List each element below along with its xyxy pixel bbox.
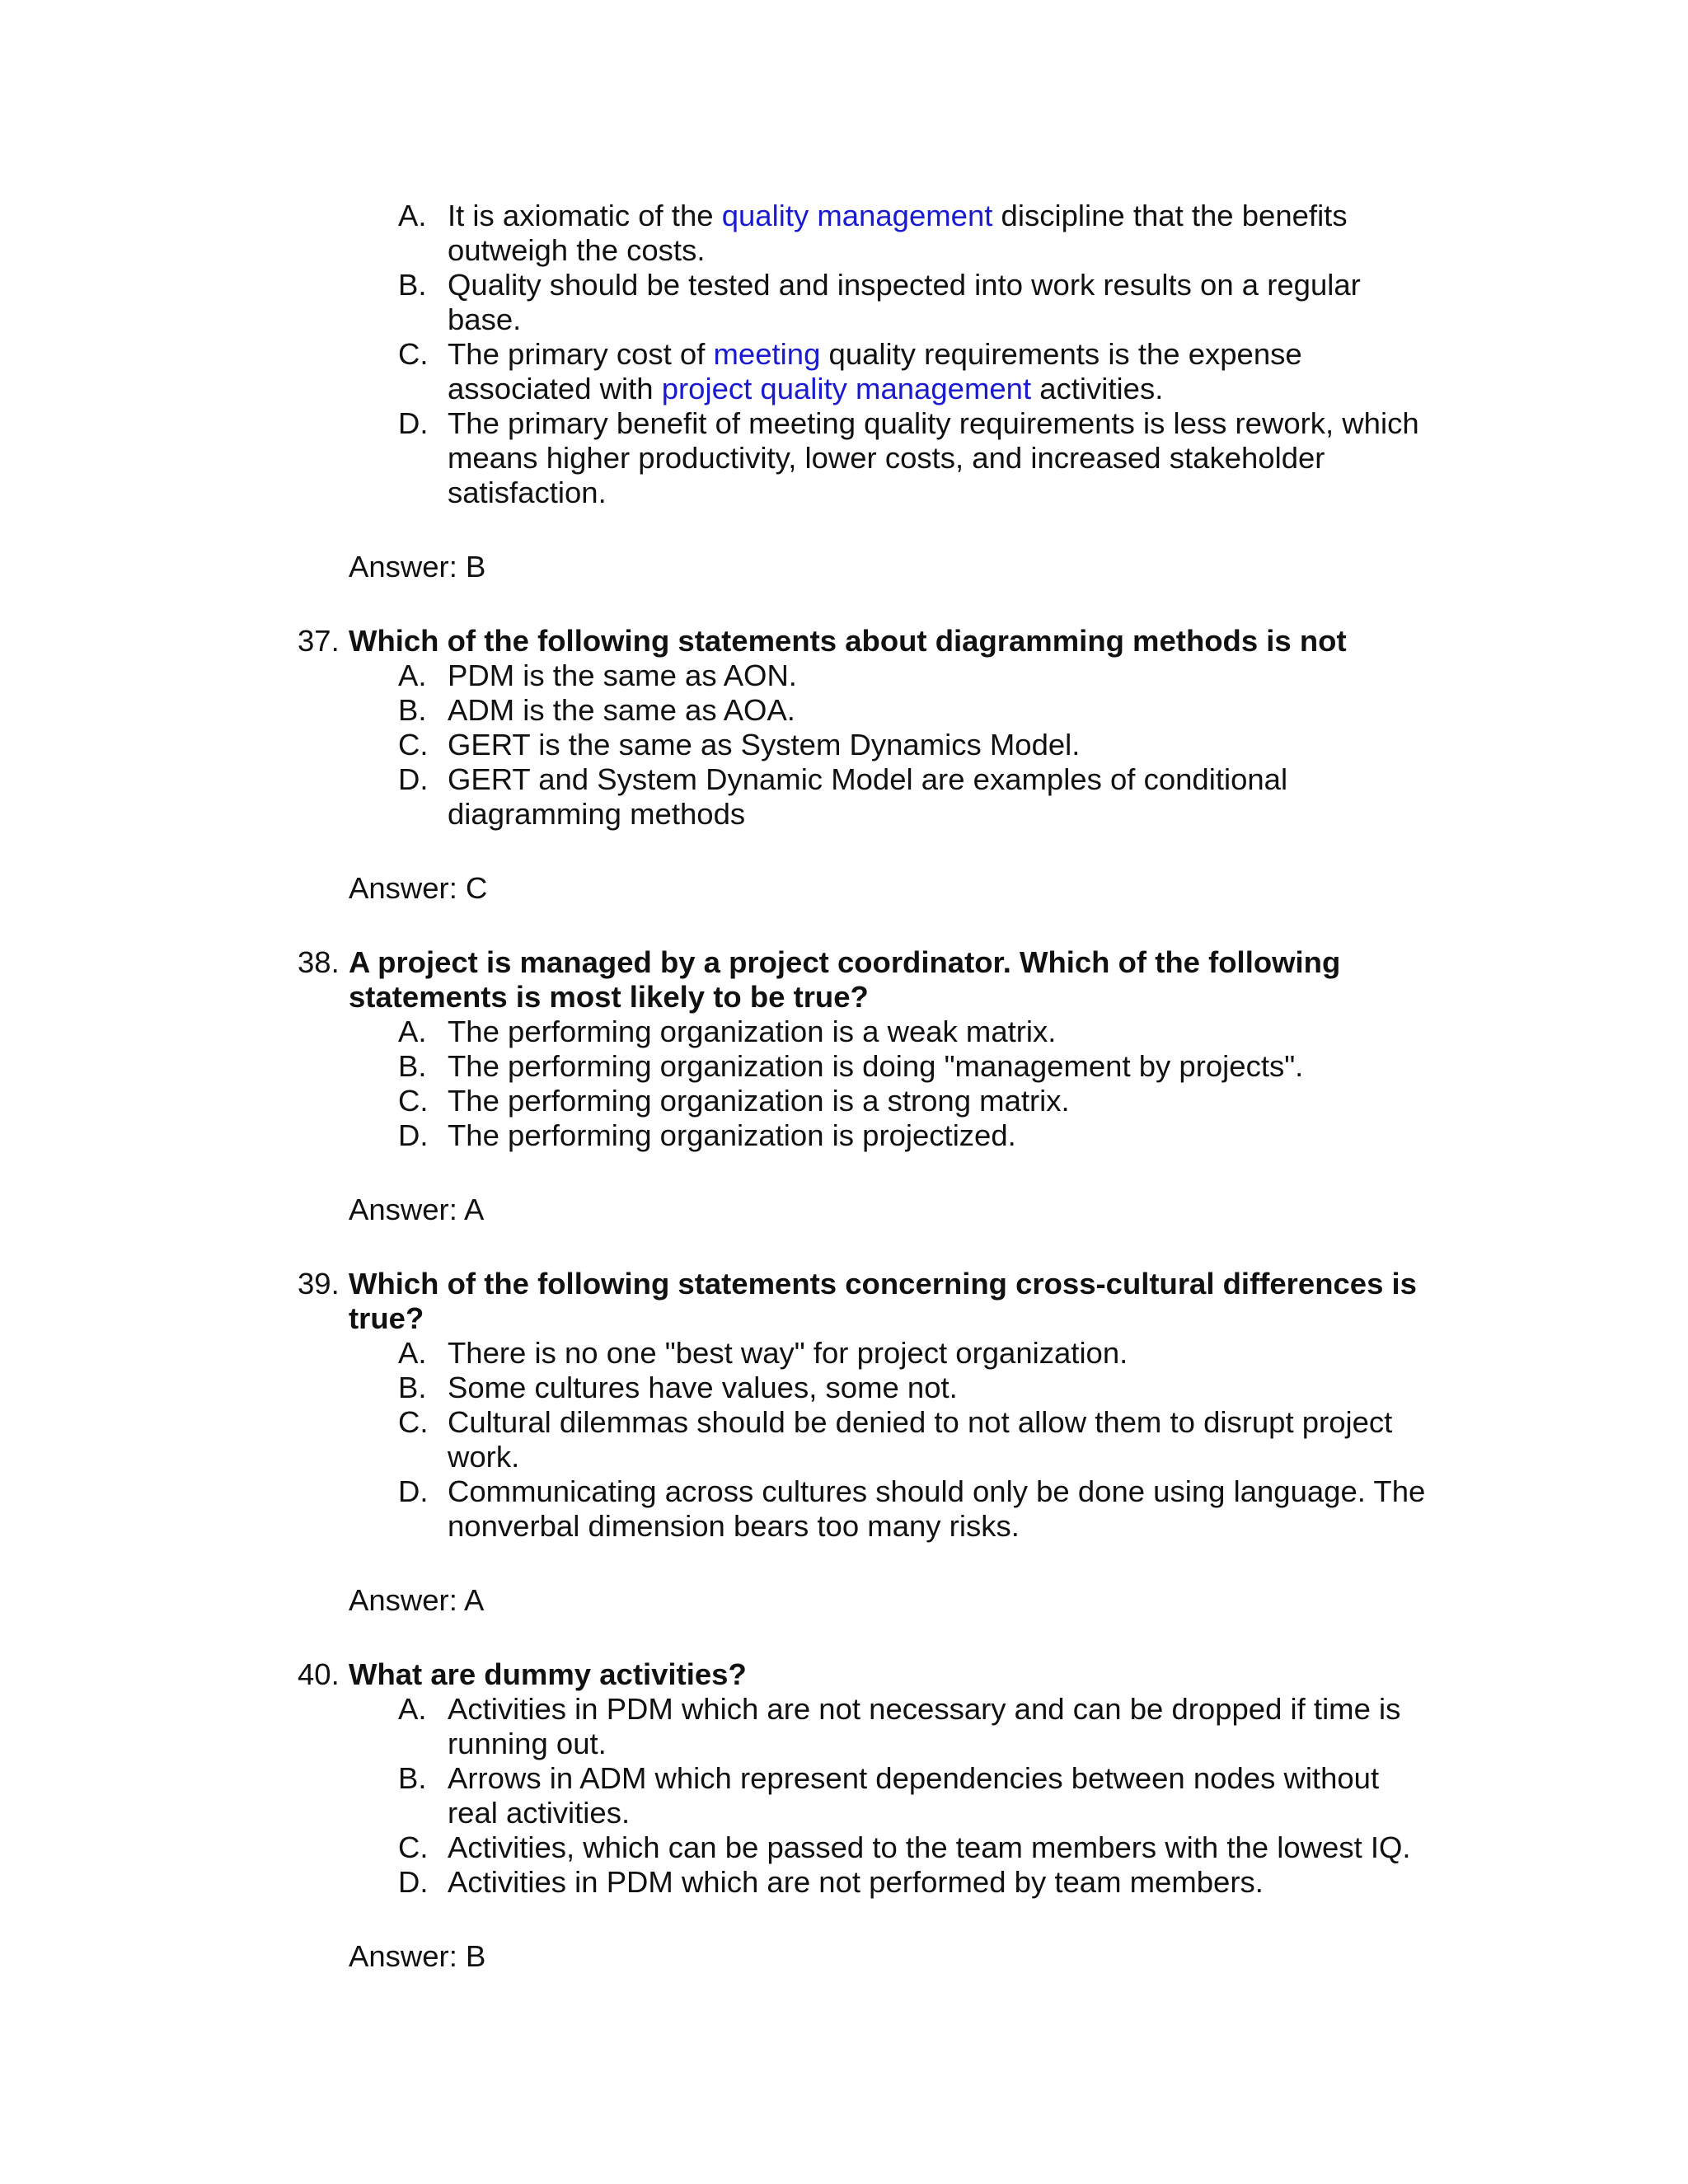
option-marker: C. [398, 1405, 429, 1439]
option-marker: C. [398, 337, 429, 371]
option-text: Arrows in ADM which represent dependencies between nodes without [448, 1761, 1380, 1795]
question-37-text: Which of the following statements about diagramming methods is not [349, 624, 1347, 658]
option-text-line: real activities. [448, 1796, 631, 1830]
option-text: Activities in PDM which are not performed by team members. [448, 1865, 1264, 1899]
option-text: GERT and System Dynamic Model are examples of conditional [448, 762, 1288, 796]
option-text: PDM is the same as AON. [448, 658, 797, 692]
option-text-line: means higher productivity, lower costs, and increased stakeholder [448, 441, 1325, 475]
question-39-text: Which of the following statements concerning cross-cultural differences is [349, 1267, 1417, 1301]
option-marker: D. [398, 1474, 429, 1508]
answer-37: Answer: C [349, 871, 488, 905]
option-text-line: outweigh the costs. [448, 233, 706, 267]
question-40-text: What are dummy activities? [349, 1657, 747, 1691]
project-quality-management-link[interactable]: project quality management [661, 372, 1032, 405]
answer-40: Answer: B [349, 1939, 486, 1973]
option-text: The primary cost of meeting quality requirements is the expense [448, 337, 1302, 371]
option-marker: A. [398, 1692, 427, 1726]
option-marker: C. [398, 728, 429, 762]
answer-38: Answer: A [349, 1193, 485, 1226]
option-marker: A. [398, 1015, 427, 1048]
question-number-37: 37. [298, 624, 340, 658]
option-marker: A. [398, 1336, 427, 1370]
option-text: Quality should be tested and inspected into work results on a regular [448, 268, 1361, 302]
option-text: The performing organization is a weak matrix. [448, 1015, 1057, 1048]
question-number-39: 39. [298, 1267, 340, 1301]
option-text: It is axiomatic of the quality management discipline that the benefits [448, 199, 1348, 232]
option-marker: B. [398, 1049, 427, 1083]
option-text-line: nonverbal dimension bears too many risks. [448, 1509, 1020, 1543]
option-text-line: associated with project quality management activities. [448, 372, 1164, 405]
option-marker: C. [398, 1830, 429, 1864]
option-text-line: work. [448, 1440, 520, 1474]
option-text: There is no one "best way" for project organization. [448, 1336, 1128, 1370]
option-marker: B. [398, 1371, 427, 1404]
option-text-line: diagramming methods [448, 797, 746, 831]
option-marker: D. [398, 1118, 429, 1152]
option-marker: A. [398, 658, 427, 692]
question-38-text: A project is managed by a project coordinator. Which of the following [349, 945, 1341, 979]
option-text: The performing organization is a strong matrix. [448, 1084, 1070, 1118]
option-text: Activities in PDM which are not necessary and can be dropped if time is [448, 1692, 1401, 1726]
option-text: ADM is the same as AOA. [448, 693, 795, 727]
quality-management-link[interactable]: quality management [721, 199, 993, 232]
question-39-text-line: true? [349, 1301, 424, 1335]
option-marker: C. [398, 1084, 429, 1118]
option-text-line: running out. [448, 1727, 607, 1760]
option-marker: B. [398, 693, 427, 727]
question-number-40: 40. [298, 1657, 340, 1691]
option-marker: D. [398, 762, 429, 796]
option-text: Activities, which can be passed to the team members with the lowest IQ. [448, 1830, 1411, 1864]
answer-39: Answer: A [349, 1583, 485, 1617]
option-text: The primary benefit of meeting quality requirements is less rework, which [448, 406, 1419, 440]
question-38-text-line: statements is most likely to be true? [349, 980, 869, 1014]
option-text-line: base. [448, 302, 522, 336]
option-text: The performing organization is projectized. [448, 1118, 1016, 1152]
answer-36: Answer: B [349, 550, 486, 583]
option-text: Cultural dilemmas should be denied to not allow them to disrupt project [448, 1405, 1393, 1439]
option-marker: A. [398, 199, 427, 232]
option-text: Some cultures have values, some not. [448, 1371, 958, 1404]
option-text-line: satisfaction. [448, 476, 607, 509]
option-marker: D. [398, 406, 429, 440]
option-text: Communicating across cultures should only be done using language. The [448, 1474, 1426, 1508]
option-marker: B. [398, 268, 427, 302]
option-text: The performing organization is doing "management by projects". [448, 1049, 1304, 1083]
meeting-link[interactable]: meeting [713, 337, 821, 371]
option-text: GERT is the same as System Dynamics Model. [448, 728, 1081, 762]
option-marker: D. [398, 1865, 429, 1899]
question-number-38: 38. [298, 945, 340, 979]
option-marker: B. [398, 1761, 427, 1795]
